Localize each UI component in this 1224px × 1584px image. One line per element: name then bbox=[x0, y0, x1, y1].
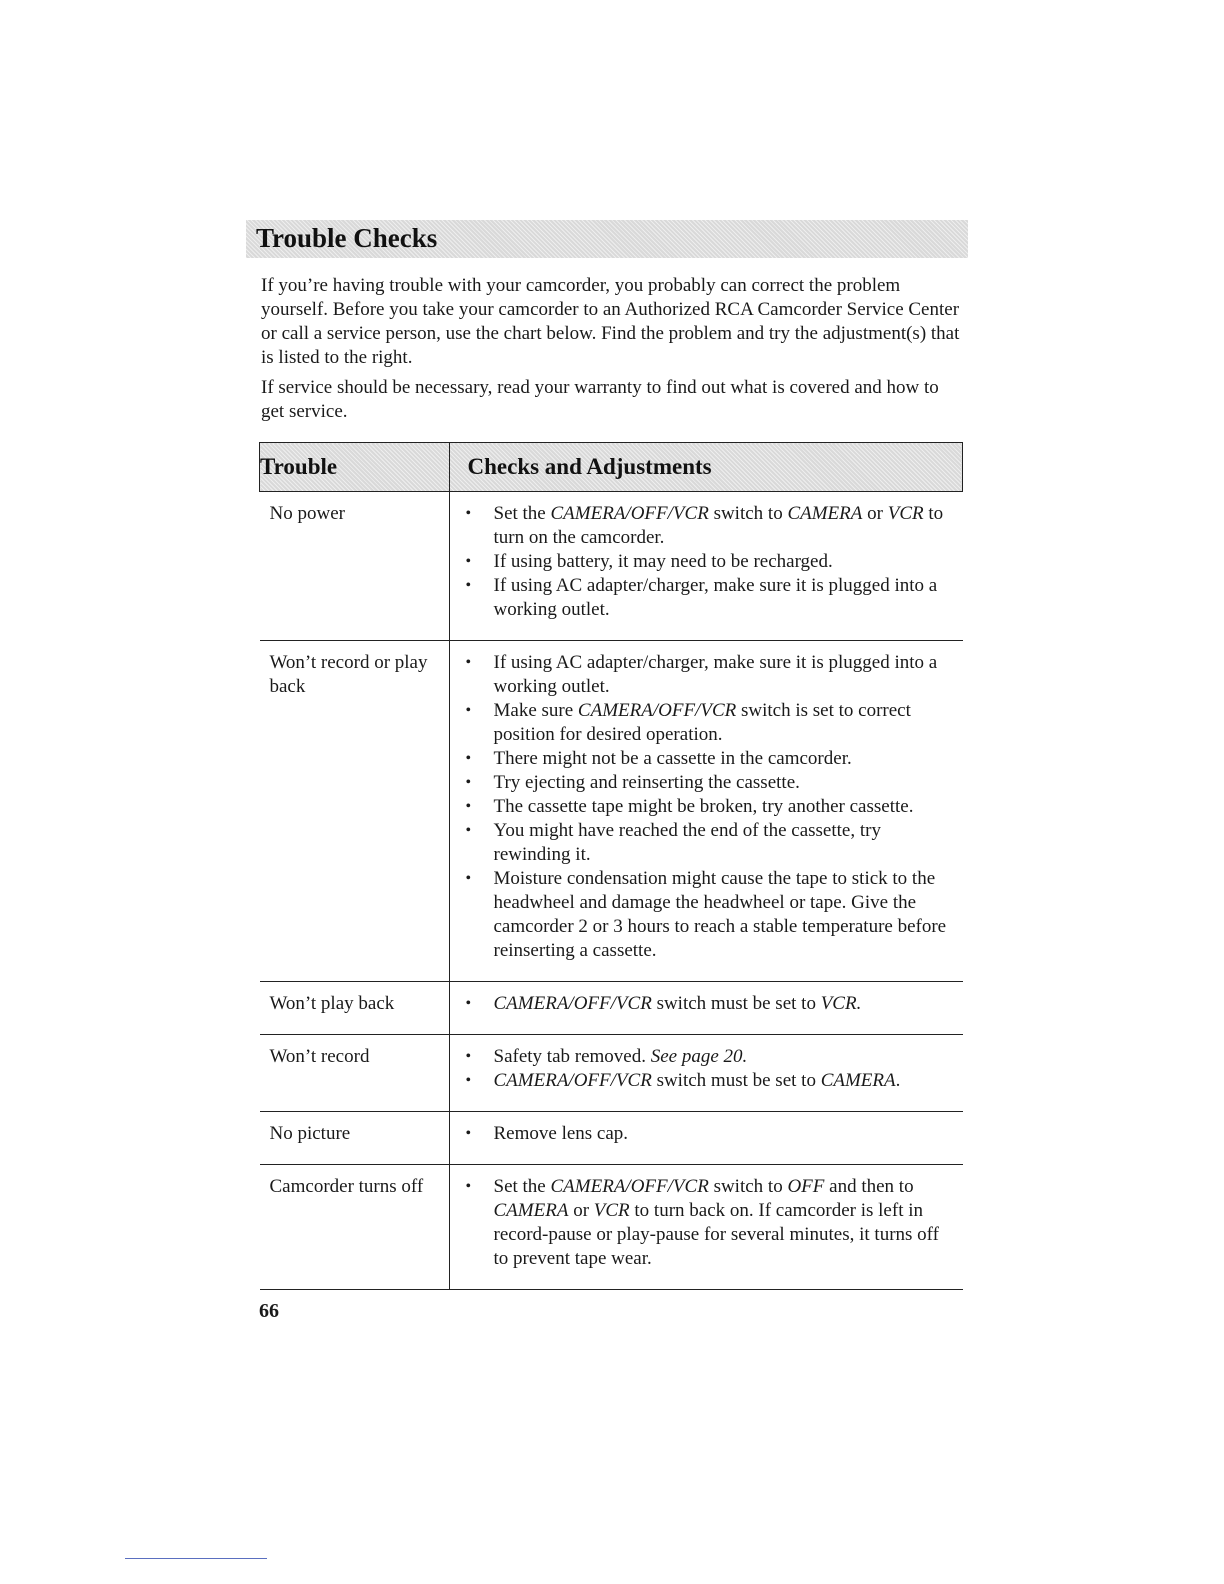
check-item: • CAMERA/OFF/VCR switch must be set to CAMERA. bbox=[464, 1069, 953, 1093]
checks-list bbox=[464, 502, 953, 622]
trouble-checks-table bbox=[259, 442, 963, 1290]
checks-cell bbox=[449, 492, 963, 641]
check-item: • Moisture condensation might cause the tape to stick to the headwheel and damage the headwheel or tape. Give the camcorder 2 or 3 hours to reach a stable temperature before reinserting a cassette. bbox=[464, 867, 953, 963]
checks-column-header: Checks and Adjustments bbox=[449, 443, 963, 492]
checks-list bbox=[464, 1045, 953, 1093]
table-row bbox=[260, 1165, 963, 1290]
check-item: • Try ejecting and reinserting the cassette. bbox=[464, 771, 953, 795]
check-item: • If using AC adapter/charger, make sure it is plugged into a working outlet. bbox=[464, 651, 953, 699]
checks-list bbox=[464, 992, 953, 1016]
page-number: 66 bbox=[259, 1300, 279, 1322]
table-body bbox=[260, 492, 963, 1290]
check-item: • Set the CAMERA/OFF/VCR switch to OFF and then to CAMERA or VCR to turn back on. If camcorder is left in record-pause or play-pause for several minutes, it turns off to prevent tape wear. bbox=[464, 1175, 953, 1271]
checks-list bbox=[464, 1175, 953, 1271]
table-header-row bbox=[260, 443, 963, 492]
bottom-divider bbox=[125, 1558, 267, 1559]
check-item: • CAMERA/OFF/VCR switch must be set to VCR. bbox=[464, 992, 953, 1016]
check-item: • There might not be a cassette in the camcorder. bbox=[464, 747, 953, 771]
trouble-cell: Camcorder turns off bbox=[260, 1165, 450, 1290]
trouble-cell: Won’t record bbox=[260, 1035, 450, 1112]
trouble-column-header: Trouble bbox=[260, 443, 450, 492]
trouble-cell: No picture bbox=[260, 1112, 450, 1165]
checks-cell bbox=[449, 641, 963, 982]
checks-cell bbox=[449, 1112, 963, 1165]
table-row bbox=[260, 1112, 963, 1165]
check-item: • The cassette tape might be broken, try another cassette. bbox=[464, 795, 953, 819]
page-title: Trouble Checks bbox=[256, 223, 438, 253]
check-item: • Remove lens cap. bbox=[464, 1122, 953, 1146]
trouble-cell: No power bbox=[260, 492, 450, 641]
check-item: • Make sure CAMERA/OFF/VCR switch is set to correct position for desired operation. bbox=[464, 699, 953, 747]
checks-cell bbox=[449, 982, 963, 1035]
check-item: • If using battery, it may need to be recharged. bbox=[464, 550, 953, 574]
check-item: • If using AC adapter/charger, make sure it is plugged into a working outlet. bbox=[464, 574, 953, 622]
check-item: • Safety tab removed. See page 20. bbox=[464, 1045, 953, 1069]
table-row bbox=[260, 492, 963, 641]
trouble-cell: Won’t record or play back bbox=[260, 641, 450, 982]
intro-text bbox=[261, 274, 961, 430]
table-row bbox=[260, 982, 963, 1035]
check-item: • You might have reached the end of the cassette, try rewinding it. bbox=[464, 819, 953, 867]
checks-cell bbox=[449, 1035, 963, 1112]
trouble-cell: Won’t play back bbox=[260, 982, 450, 1035]
table-row bbox=[260, 641, 963, 982]
checks-list bbox=[464, 1122, 953, 1146]
intro-paragraph: If you’re having trouble with your camcorder, you probably can correct the problem yourself. Before you take your camcorder to an Authorized RCA Camcorder Service Center or call a service person, use the chart below. Find the problem and try the adjustment(s) that is listed to the right. bbox=[261, 275, 960, 368]
check-item: • Set the CAMERA/OFF/VCR switch to CAMERA or VCR to turn on the camcorder. bbox=[464, 502, 953, 550]
checks-list bbox=[464, 651, 953, 963]
section-title-bar bbox=[246, 220, 968, 258]
intro-paragraph: If service should be necessary, read your warranty to find out what is covered and how to get service. bbox=[261, 377, 939, 422]
table-row bbox=[260, 1035, 963, 1112]
checks-cell bbox=[449, 1165, 963, 1290]
